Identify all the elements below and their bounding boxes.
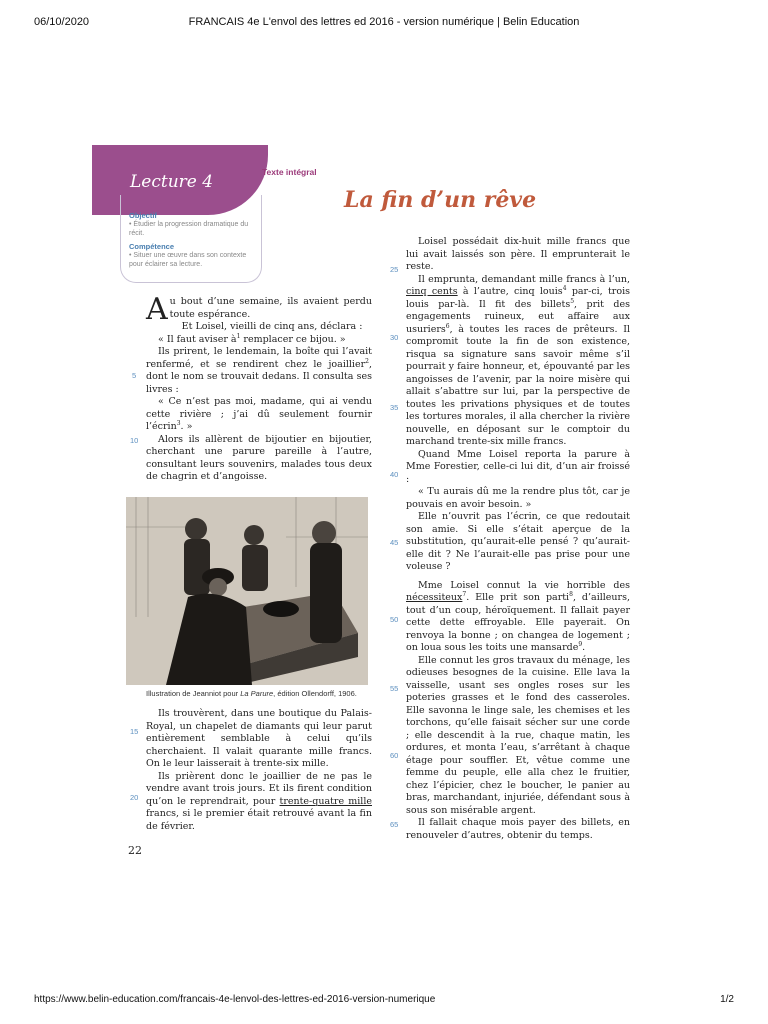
print-title: FRANCAIS 4e L'envol des lettres ed 2016 - version numérique | Belin Education — [188, 16, 580, 28]
dropcap: A — [146, 292, 168, 327]
objectives-box — [120, 195, 262, 283]
left-column-top — [146, 292, 372, 484]
footnote-ref[interactable]: 4 — [562, 284, 567, 292]
paragraph: « Tu aurais dû me la rendre plus tôt, car je pouvais en avoir besoin. » — [406, 486, 630, 510]
competence-text: • Situer une œuvre dans son contexte pour éclairer sa lecture. — [129, 252, 247, 268]
footnote-ref[interactable]: 5 — [570, 297, 575, 305]
engraving-icon — [126, 497, 368, 685]
objectif-title: Objectif — [129, 211, 157, 220]
footnote-ref[interactable]: 9 — [578, 640, 583, 648]
paragraph: Ils prièrent donc le joaillier de ne pas le vendre avant trois jours. Et ils firent condition qu’on le reprendrait, pour trente-quatre mille francs, si le premier était retrouvé avant la fin de février. — [146, 770, 372, 832]
glossary-word[interactable]: cinq cents — [406, 286, 458, 297]
line-number: 60 — [390, 751, 399, 760]
line-number: 15 — [130, 727, 139, 736]
line-number: 35 — [390, 403, 399, 412]
line-number: 65 — [390, 820, 399, 829]
print-page-count: 1/2 — [720, 994, 734, 1005]
line-number: 50 — [390, 615, 399, 624]
paragraph: Au bout d’une semaine, ils avaient perdu toute espérance. — [146, 292, 372, 327]
line-number: 20 — [130, 793, 139, 802]
paragraph: Il emprunta, demandant mille francs à l’un, cinq cents à l’autre, cinq louis$^4$ par-ci, trois louis par-là. Il fit des billets$^5$, prit des engagements ruineux, eut affaire aux usuriers$^6$, à toutes les races de prêteurs. Il compromit toute la fin de son existence, risqua sa signature sans savoir même s’il pourrait y faire honneur, et, épouvanté par les angoisses de l’avenir, par la noire misère qui allait s’abattre sur lui, par la perspective de toutes les privations physiques et de toutes les tortures morales, il alla chercher la rivière nouvelle, en déposant sur le comptoir du marchand trente-six mille francs. — [406, 273, 630, 447]
footnote-ref[interactable]: 7 — [462, 590, 467, 598]
paragraph: Mme Loisel connut la vie horrible des nécessiteux$^7$. Elle prit son parti$^8$, d’ailleurs, tout d’un coup, héroïquement. Il fallait payer cette dette effroyable. Elle payerait. On renvoya la bonne ; on changea de logement ; on loua sous les toits une mansarde$^9$. — [406, 579, 630, 653]
left-column-bottom — [146, 708, 372, 833]
page-number: 22 — [128, 844, 142, 857]
line-number: 55 — [390, 684, 399, 693]
line-number: 5 — [132, 371, 137, 380]
footnote-ref[interactable]: 2 — [365, 357, 369, 365]
illustration-image — [126, 497, 368, 685]
line-number: 40 — [390, 470, 399, 479]
paragraph: Ils trouvèrent, dans une boutique du Palais-Royal, un chapelet de diamants qui leur parut entièrement semblable à celui qu’ils cherchaient. Il valait quarante mille francs. On le leur laisserait à trente-six mille. — [146, 708, 372, 769]
glossary-word[interactable]: trente-quatre mille — [279, 795, 372, 807]
paragraph: Elle n’ouvrit pas l’écrin, ce que redoutait son amie. Si elle s’était aperçue de la substitution, qu’aurait-elle pensé ? qu’aurait-elle dit ? Ne l’aurait-elle pas prise pour une voleuse ? — [406, 511, 630, 572]
illustration-caption: Illustration de Jeanniot pour La Parure, édition Ollendorff, 1906. — [146, 689, 357, 698]
line-number: 25 — [390, 265, 399, 274]
paragraph: Il fallait chaque mois payer des billets, en renouveler d’autres, obtenir du temps. — [406, 817, 630, 841]
footnote-ref[interactable]: 3 — [176, 419, 181, 427]
paragraph: Loisel possédait dix-huit mille francs que lui avait laissés son père. Il emprunterait le reste. — [406, 236, 630, 272]
paragraph: Quand Mme Loisel reporta la parure à Mme Forestier, celle-ci lui dit, d’un air froissé : — [406, 448, 630, 485]
line-number: 30 — [390, 333, 399, 342]
paragraph: Ils prirent, le lendemain, la boîte qui l’avait renfermé, et se rendirent chez le joaillier$^2$, dont le nom se trouvait dedans. Il consulta ses livres : — [146, 346, 372, 395]
paragraph: « Il faut aviser $à^1$ remplacer ce bijou. » — [158, 332, 346, 345]
paragraph: Elle connut les gros travaux du ménage, les odieuses besognes de la cuisine. Elle lava la vaisselle, usant ses ongles roses sur les poteries grasses et le fond des casseroles. Elle savonna le linge sale, les chemises et les torchons, qu’elle faisait sécher sur une corde ; elle descendit à la rue, chaque matin, les ordures, et monta l’eau, s’arrêtant à chaque étage pour souffler. Et, vêtue comme une femme du peuple, elle alla chez le fruitier, chez l’épicier, chez le boucher, le panier au bras, marchandant, injuriée, défendant sous à sous son misérable argent. — [406, 654, 630, 816]
paragraph: « Ce n’est pas moi, madame, qui ai vendu cette rivière ; j’ai dû seulement fournir l’écrin$^3$. » — [146, 396, 372, 432]
lecture-label: Lecture 4 — [130, 172, 214, 192]
footnote-ref[interactable]: 1 — [236, 332, 241, 340]
print-url[interactable]: https://www.belin-education.com/francais-4e-lenvol-des-lettres-ed-2016-version-numerique — [34, 994, 436, 1005]
right-column — [406, 236, 630, 842]
competence-title: Compétence — [129, 242, 175, 251]
footnote-ref[interactable]: 6 — [445, 322, 450, 330]
texte-integral-label: Texte intégral — [262, 167, 317, 177]
print-date: 06/10/2020 — [34, 16, 90, 28]
glossary-word[interactable]: nécessiteux — [406, 592, 463, 603]
line-number: 10 — [130, 436, 139, 445]
paragraph: Alors ils allèrent de bijoutier en bijoutier, cherchant une parure pareille à l’autre, consultant leurs souvenirs, malades tous deux de chagrin et d’angoisse. — [146, 433, 372, 482]
objectif-text: • Étudier la progression dramatique du récit. — [129, 221, 249, 237]
page-title: La fin d’un rêve — [344, 187, 537, 213]
footnote-ref[interactable]: 8 — [569, 590, 573, 598]
paragraph: Et Loisel, vieilli de cinq ans, déclara : — [181, 321, 363, 332]
line-number: 45 — [390, 538, 399, 547]
